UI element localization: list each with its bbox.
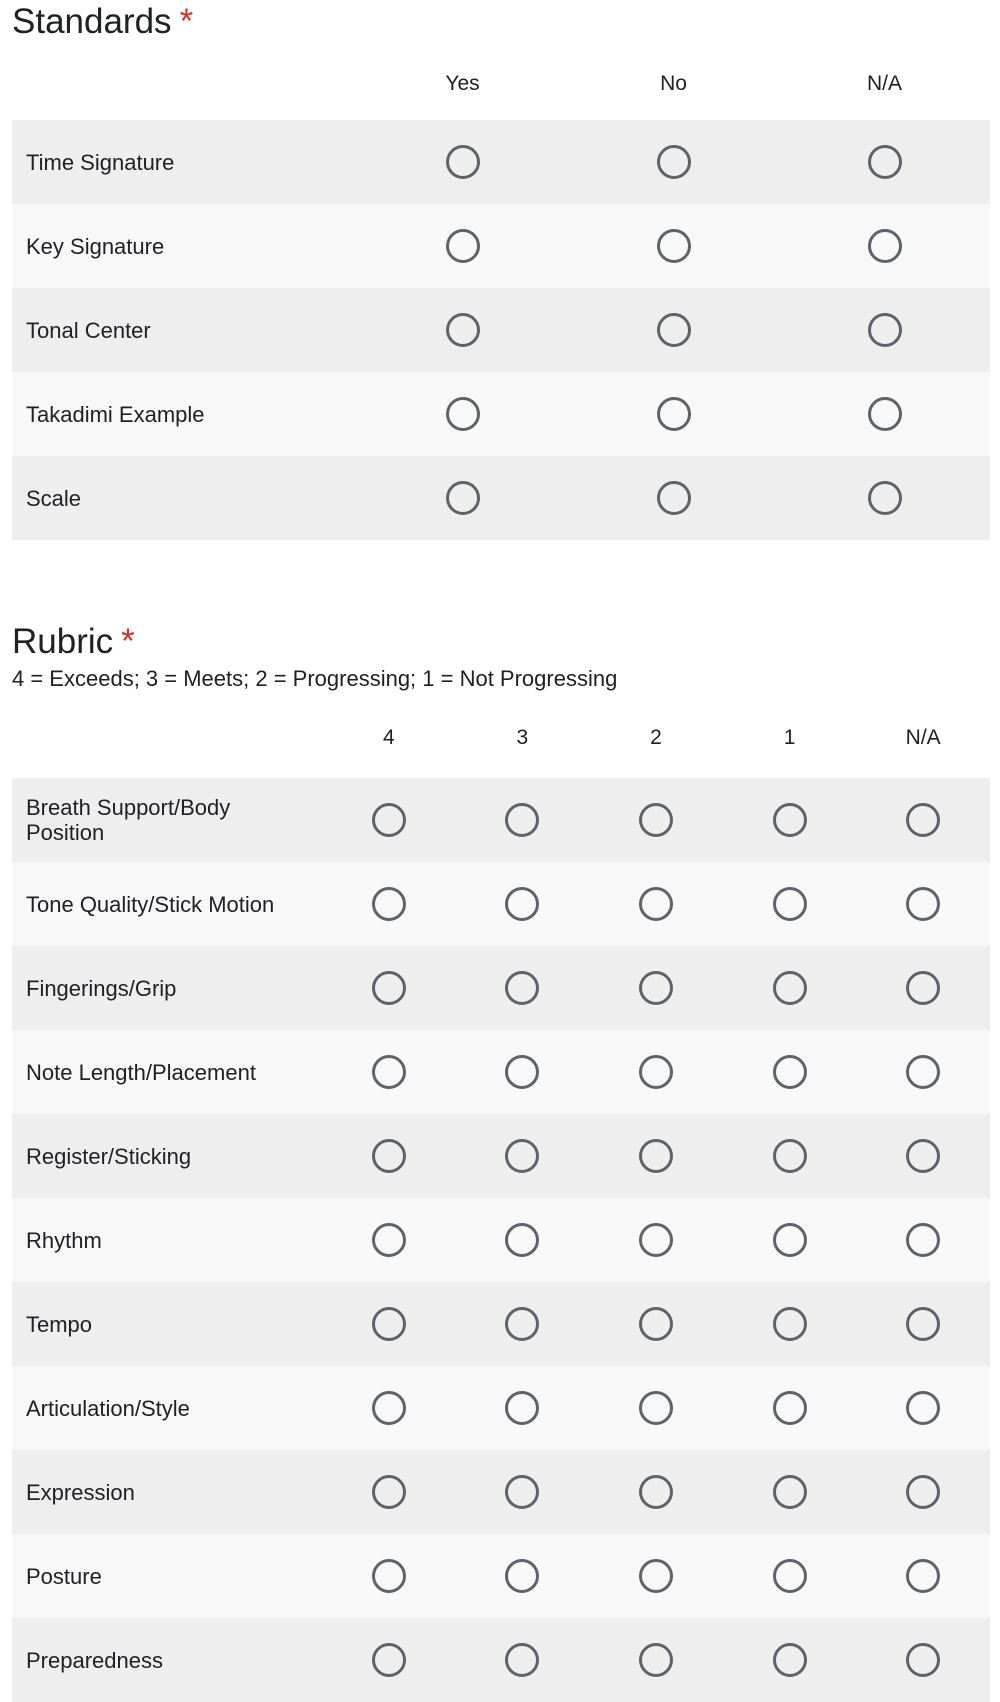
radio-button[interactable] [505, 971, 539, 1005]
radio-button[interactable] [906, 1139, 940, 1173]
radio-button[interactable] [446, 397, 480, 431]
radio-button[interactable] [773, 1307, 807, 1341]
radio-button[interactable] [773, 1139, 807, 1173]
radio-button[interactable] [505, 1139, 539, 1173]
grid-row-tone-quality [12, 862, 990, 946]
row-label: Takadimi Example [26, 401, 205, 427]
radio-button[interactable] [505, 1643, 539, 1677]
radio-button[interactable] [906, 803, 940, 837]
radio-button[interactable] [868, 145, 902, 179]
radio-button[interactable] [773, 1559, 807, 1593]
rubric-column-header [12, 694, 990, 778]
radio-button[interactable] [868, 229, 902, 263]
radio-button[interactable] [639, 1139, 673, 1173]
radio-button[interactable] [773, 887, 807, 921]
radio-button[interactable] [639, 887, 673, 921]
row-label: Posture [26, 1563, 102, 1589]
radio-button[interactable] [639, 1223, 673, 1257]
grid-row-tempo [12, 1282, 990, 1366]
radio-button[interactable] [372, 1139, 406, 1173]
column-header-1: 1 [783, 726, 796, 749]
column-header-na: N/A [905, 726, 941, 749]
radio-button[interactable] [505, 887, 539, 921]
radio-button[interactable] [639, 1643, 673, 1677]
radio-button[interactable] [372, 1475, 406, 1509]
radio-button[interactable] [657, 229, 691, 263]
column-header-no: No [660, 72, 687, 95]
row-label: Articulation/Style [26, 1395, 190, 1421]
radio-button[interactable] [639, 971, 673, 1005]
rubric-title [12, 620, 990, 664]
rubric-question [12, 620, 990, 1702]
radio-button[interactable] [906, 1055, 940, 1089]
radio-button[interactable] [906, 1307, 940, 1341]
radio-button[interactable] [639, 1559, 673, 1593]
radio-button[interactable] [773, 1643, 807, 1677]
grid-row-note-length [12, 1030, 990, 1114]
radio-button[interactable] [639, 803, 673, 837]
grid-row-expression [12, 1450, 990, 1534]
radio-button[interactable] [657, 145, 691, 179]
radio-button[interactable] [372, 1643, 406, 1677]
radio-button[interactable] [657, 481, 691, 515]
radio-button[interactable] [372, 887, 406, 921]
standards-rows [12, 120, 990, 540]
radio-button[interactable] [372, 1055, 406, 1089]
radio-button[interactable] [773, 971, 807, 1005]
column-header-na: N/A [866, 72, 902, 95]
radio-button[interactable] [906, 1223, 940, 1257]
radio-button[interactable] [906, 1391, 940, 1425]
row-label: Tonal Center [26, 317, 151, 343]
rubric-title-text: Rubric [12, 622, 114, 661]
required-asterisk: * [179, 2, 194, 41]
radio-button[interactable] [906, 1559, 940, 1593]
radio-button[interactable] [657, 313, 691, 347]
radio-button[interactable] [446, 313, 480, 347]
standards-grid [12, 44, 990, 540]
column-header-3: 3 [516, 726, 529, 749]
grid-row-tonal-center [12, 288, 990, 372]
grid-row-fingerings [12, 946, 990, 1030]
standards-column-header [12, 44, 990, 120]
row-label: Rhythm [26, 1227, 102, 1253]
radio-button[interactable] [639, 1307, 673, 1341]
radio-button[interactable] [446, 145, 480, 179]
row-label: Register/Sticking [26, 1143, 192, 1169]
row-label: Time Signature [26, 149, 175, 175]
rubric-description: 4 = Exceeds; 3 = Meets; 2 = Progressing; 1 = Not Progressing [12, 666, 618, 691]
row-label: Note Length/Placement [26, 1059, 256, 1085]
radio-button[interactable] [372, 803, 406, 837]
radio-button[interactable] [372, 971, 406, 1005]
grid-row-rhythm [12, 1198, 990, 1282]
rubric-grid [12, 694, 990, 1702]
row-label: Breath Support/Body Position [26, 795, 231, 845]
standards-question [12, 0, 990, 540]
radio-button[interactable] [372, 1307, 406, 1341]
grid-row-register [12, 1114, 990, 1198]
radio-button[interactable] [906, 971, 940, 1005]
row-label: Tone Quality/Stick Motion [26, 891, 275, 917]
column-header-yes: Yes [445, 72, 480, 95]
row-label: Tempo [26, 1311, 93, 1337]
radio-button[interactable] [906, 887, 940, 921]
grid-row-key-signature [12, 204, 990, 288]
rubric-rows [12, 778, 990, 1702]
row-label: Preparedness [26, 1647, 163, 1673]
grid-row-preparedness [12, 1618, 990, 1702]
radio-button[interactable] [372, 1559, 406, 1593]
radio-button[interactable] [505, 1475, 539, 1509]
radio-button[interactable] [773, 1391, 807, 1425]
radio-button[interactable] [657, 397, 691, 431]
row-label: Expression [26, 1479, 135, 1505]
row-label: Fingerings/Grip [26, 975, 177, 1001]
standards-title [12, 0, 990, 44]
radio-button[interactable] [639, 1391, 673, 1425]
grid-row-articulation [12, 1366, 990, 1450]
radio-button[interactable] [505, 1223, 539, 1257]
radio-button[interactable] [868, 397, 902, 431]
radio-button[interactable] [446, 229, 480, 263]
radio-button[interactable] [505, 1391, 539, 1425]
row-label: Scale [26, 485, 82, 511]
radio-button[interactable] [906, 1643, 940, 1677]
radio-button[interactable] [372, 1223, 406, 1257]
row-label: Key Signature [26, 233, 165, 259]
radio-button[interactable] [906, 1475, 940, 1509]
radio-button[interactable] [505, 1307, 539, 1341]
grid-row-posture [12, 1534, 990, 1618]
radio-button[interactable] [773, 1055, 807, 1089]
grid-row-breath-support [12, 778, 990, 862]
required-asterisk: * [121, 622, 135, 661]
grid-row-time-signature [12, 120, 990, 204]
grid-row-scale [12, 456, 990, 540]
radio-button[interactable] [773, 803, 807, 837]
radio-button[interactable] [505, 803, 539, 837]
column-header-2: 2 [650, 726, 662, 749]
column-header-4: 4 [382, 726, 395, 749]
radio-button[interactable] [505, 1559, 539, 1593]
radio-button[interactable] [773, 1475, 807, 1509]
radio-button[interactable] [639, 1055, 673, 1089]
radio-button[interactable] [773, 1223, 807, 1257]
grid-row-takadimi-example [12, 372, 990, 456]
radio-button[interactable] [868, 313, 902, 347]
radio-button[interactable] [372, 1391, 406, 1425]
radio-button[interactable] [505, 1055, 539, 1089]
radio-button[interactable] [446, 481, 480, 515]
radio-button[interactable] [868, 481, 902, 515]
radio-button[interactable] [639, 1475, 673, 1509]
standards-title-text: Standards [12, 2, 172, 41]
